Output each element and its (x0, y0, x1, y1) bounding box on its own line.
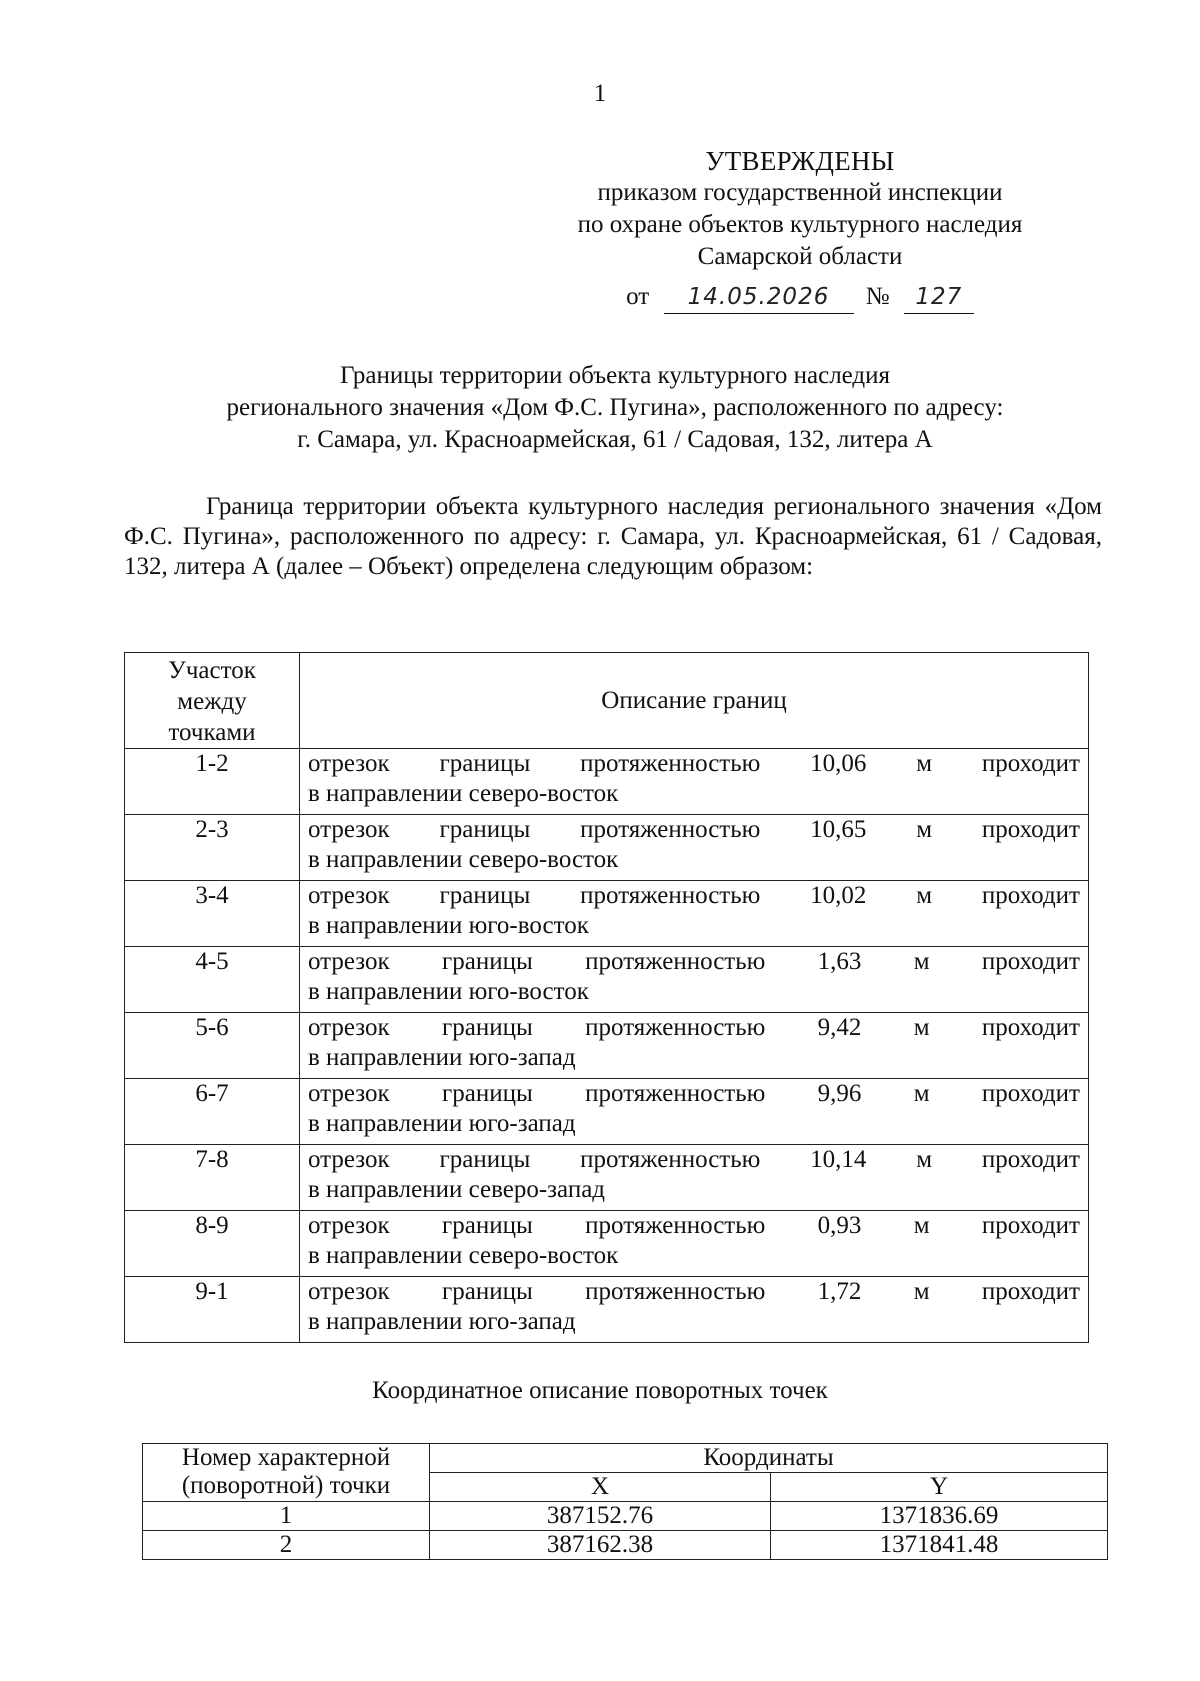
desc-word: отрезок (308, 816, 390, 843)
description-cell (300, 749, 1089, 815)
desc-word: отрезок (308, 750, 390, 777)
direction-text: в направлении северо-запад (308, 1176, 606, 1203)
desc-word: протяженностью (585, 1014, 766, 1041)
segment-cell: 5-6 (125, 1013, 300, 1079)
description-cell (300, 1277, 1089, 1343)
unit: м (916, 882, 933, 909)
table-row (125, 1211, 1089, 1277)
y-header: Y (771, 1473, 1108, 1502)
segment-cell: 6-7 (125, 1079, 300, 1145)
direction-text: в направлении северо-восток (308, 780, 619, 807)
desc-word: проходит (981, 1014, 1080, 1041)
x-cell: 387152.76 (430, 1502, 771, 1531)
desc-word: отрезок (308, 1080, 390, 1107)
approval-line: по охране объектов культурного наследия (577, 211, 1023, 238)
description-cell (300, 1145, 1089, 1211)
point-cell: 1 (143, 1502, 430, 1531)
table-header-row (143, 1444, 1108, 1473)
segment-cell: 8-9 (125, 1211, 300, 1277)
y-cell: 1371836.69 (771, 1502, 1108, 1531)
desc-word: протяженностью (580, 882, 761, 909)
boundaries-table (124, 652, 1089, 1343)
segment-header: Участок между точками (125, 653, 300, 749)
segment-cell: 4-5 (125, 947, 300, 1013)
desc-word: протяженностью (585, 948, 766, 975)
table-row (125, 881, 1089, 947)
heading-line: Границы территории объекта культурного наследия (339, 362, 891, 389)
table-header-row (125, 653, 1089, 749)
desc-word: протяженностью (580, 750, 761, 777)
desc-word: протяженностью (585, 1080, 766, 1107)
desc-word: проходит (981, 816, 1080, 843)
desc-word: проходит (981, 1212, 1080, 1239)
length-value: 10,65 (810, 816, 867, 843)
direction-text: в направлении юго-восток (308, 978, 589, 1005)
table-row (143, 1531, 1108, 1560)
unit: м (913, 1212, 930, 1239)
segment-cell: 1-2 (125, 749, 300, 815)
heading-line: регионального значения «Дом Ф.С. Пугина», расположенного по адресу: (226, 394, 1004, 421)
number-prefix: № (865, 283, 890, 310)
coordinates-header: Координаты (430, 1444, 1108, 1473)
direction-text: в направлении северо-восток (308, 846, 619, 873)
description-cell (300, 1211, 1089, 1277)
coordinates-table (142, 1443, 1108, 1560)
length-value: 10,06 (810, 750, 867, 777)
table-row (125, 815, 1089, 881)
segment-cell: 7-8 (125, 1145, 300, 1211)
approval-block (520, 145, 1080, 314)
segment-cell: 2-3 (125, 815, 300, 881)
table-row (125, 749, 1089, 815)
unit: м (916, 816, 933, 843)
desc-word: проходит (981, 948, 1080, 975)
description-cell (300, 1079, 1089, 1145)
handwritten-date: 14.05.2026 (664, 281, 854, 314)
segment-cell: 3-4 (125, 881, 300, 947)
date-prefix: от (626, 283, 650, 310)
x-cell: 387162.38 (430, 1531, 771, 1560)
table-row (125, 1079, 1089, 1145)
unit: м (916, 750, 933, 777)
length-value: 1,63 (817, 948, 862, 975)
document-heading (120, 360, 1110, 456)
desc-word: проходит (981, 750, 1080, 777)
desc-word: отрезок (308, 948, 390, 975)
desc-word: границы (439, 750, 531, 777)
length-value: 10,02 (810, 882, 867, 909)
desc-word: границы (439, 1146, 531, 1173)
point-number-header: Номер характерной (поворотной) точки (143, 1444, 430, 1502)
unit: м (916, 1146, 933, 1173)
description-cell (300, 815, 1089, 881)
unit: м (913, 1278, 930, 1305)
intro-paragraph: Граница территории объекта культурного наследия регионального значения «Дом Ф.С. Пугина», расположенного по адресу: г. Самара, ул. Красноармейская, 61 / Садовая, 132, литера А (далее – Объект) определена следующим образом: (124, 493, 1102, 580)
desc-word: проходит (981, 1278, 1080, 1305)
desc-word: протяженностью (580, 1146, 761, 1173)
table-row (125, 947, 1089, 1013)
page-number: 1 (593, 80, 607, 107)
approval-title: УТВЕРЖДЕНЫ (705, 146, 895, 176)
desc-word: проходит (981, 882, 1080, 909)
direction-text: в направлении юго-запад (308, 1110, 576, 1137)
order-date-number (626, 281, 974, 314)
desc-word: отрезок (308, 882, 390, 909)
description-header: Описание границ (300, 653, 1089, 749)
segment-cell: 9-1 (125, 1277, 300, 1343)
length-value: 10,14 (810, 1146, 867, 1173)
unit: м (913, 948, 930, 975)
point-cell: 2 (143, 1531, 430, 1560)
desc-word: проходит (981, 1146, 1080, 1173)
desc-word: отрезок (308, 1278, 390, 1305)
handwritten-number: 127 (904, 281, 974, 314)
table-row (125, 1277, 1089, 1343)
length-value: 9,96 (817, 1080, 862, 1107)
desc-word: протяженностью (585, 1278, 766, 1305)
direction-text: в направлении юго-восток (308, 912, 589, 939)
x-header: X (430, 1473, 771, 1502)
desc-word: границы (442, 1212, 533, 1239)
y-cell: 1371841.48 (771, 1531, 1108, 1560)
desc-word: границы (439, 882, 531, 909)
direction-text: в направлении юго-запад (308, 1308, 576, 1335)
desc-word: границы (439, 816, 531, 843)
table-row (143, 1502, 1108, 1531)
description-cell (300, 947, 1089, 1013)
coordinates-heading: Координатное описание поворотных точек (372, 1377, 828, 1404)
desc-word: протяженностью (585, 1212, 766, 1239)
direction-text: в направлении северо-восток (308, 1242, 619, 1269)
description-cell (300, 881, 1089, 947)
approval-line: Самарской области (697, 243, 903, 270)
length-value: 9,42 (817, 1014, 862, 1041)
unit: м (913, 1080, 930, 1107)
approval-line: приказом государственной инспекции (597, 179, 1003, 206)
desc-word: отрезок (308, 1212, 390, 1239)
heading-line: г. Самара, ул. Красноармейская, 61 / Садовая, 132, литера А (297, 426, 933, 453)
length-value: 1,72 (817, 1278, 862, 1305)
description-cell (300, 1013, 1089, 1079)
direction-text: в направлении юго-запад (308, 1044, 576, 1071)
desc-word: протяженностью (580, 816, 761, 843)
table-row (125, 1013, 1089, 1079)
table-row (125, 1145, 1089, 1211)
desc-word: границы (442, 1014, 533, 1041)
unit: м (913, 1014, 930, 1041)
desc-word: проходит (981, 1080, 1080, 1107)
desc-word: границы (442, 1080, 533, 1107)
desc-word: отрезок (308, 1146, 390, 1173)
desc-word: границы (442, 948, 533, 975)
desc-word: отрезок (308, 1014, 390, 1041)
length-value: 0,93 (817, 1212, 862, 1239)
desc-word: границы (442, 1278, 533, 1305)
